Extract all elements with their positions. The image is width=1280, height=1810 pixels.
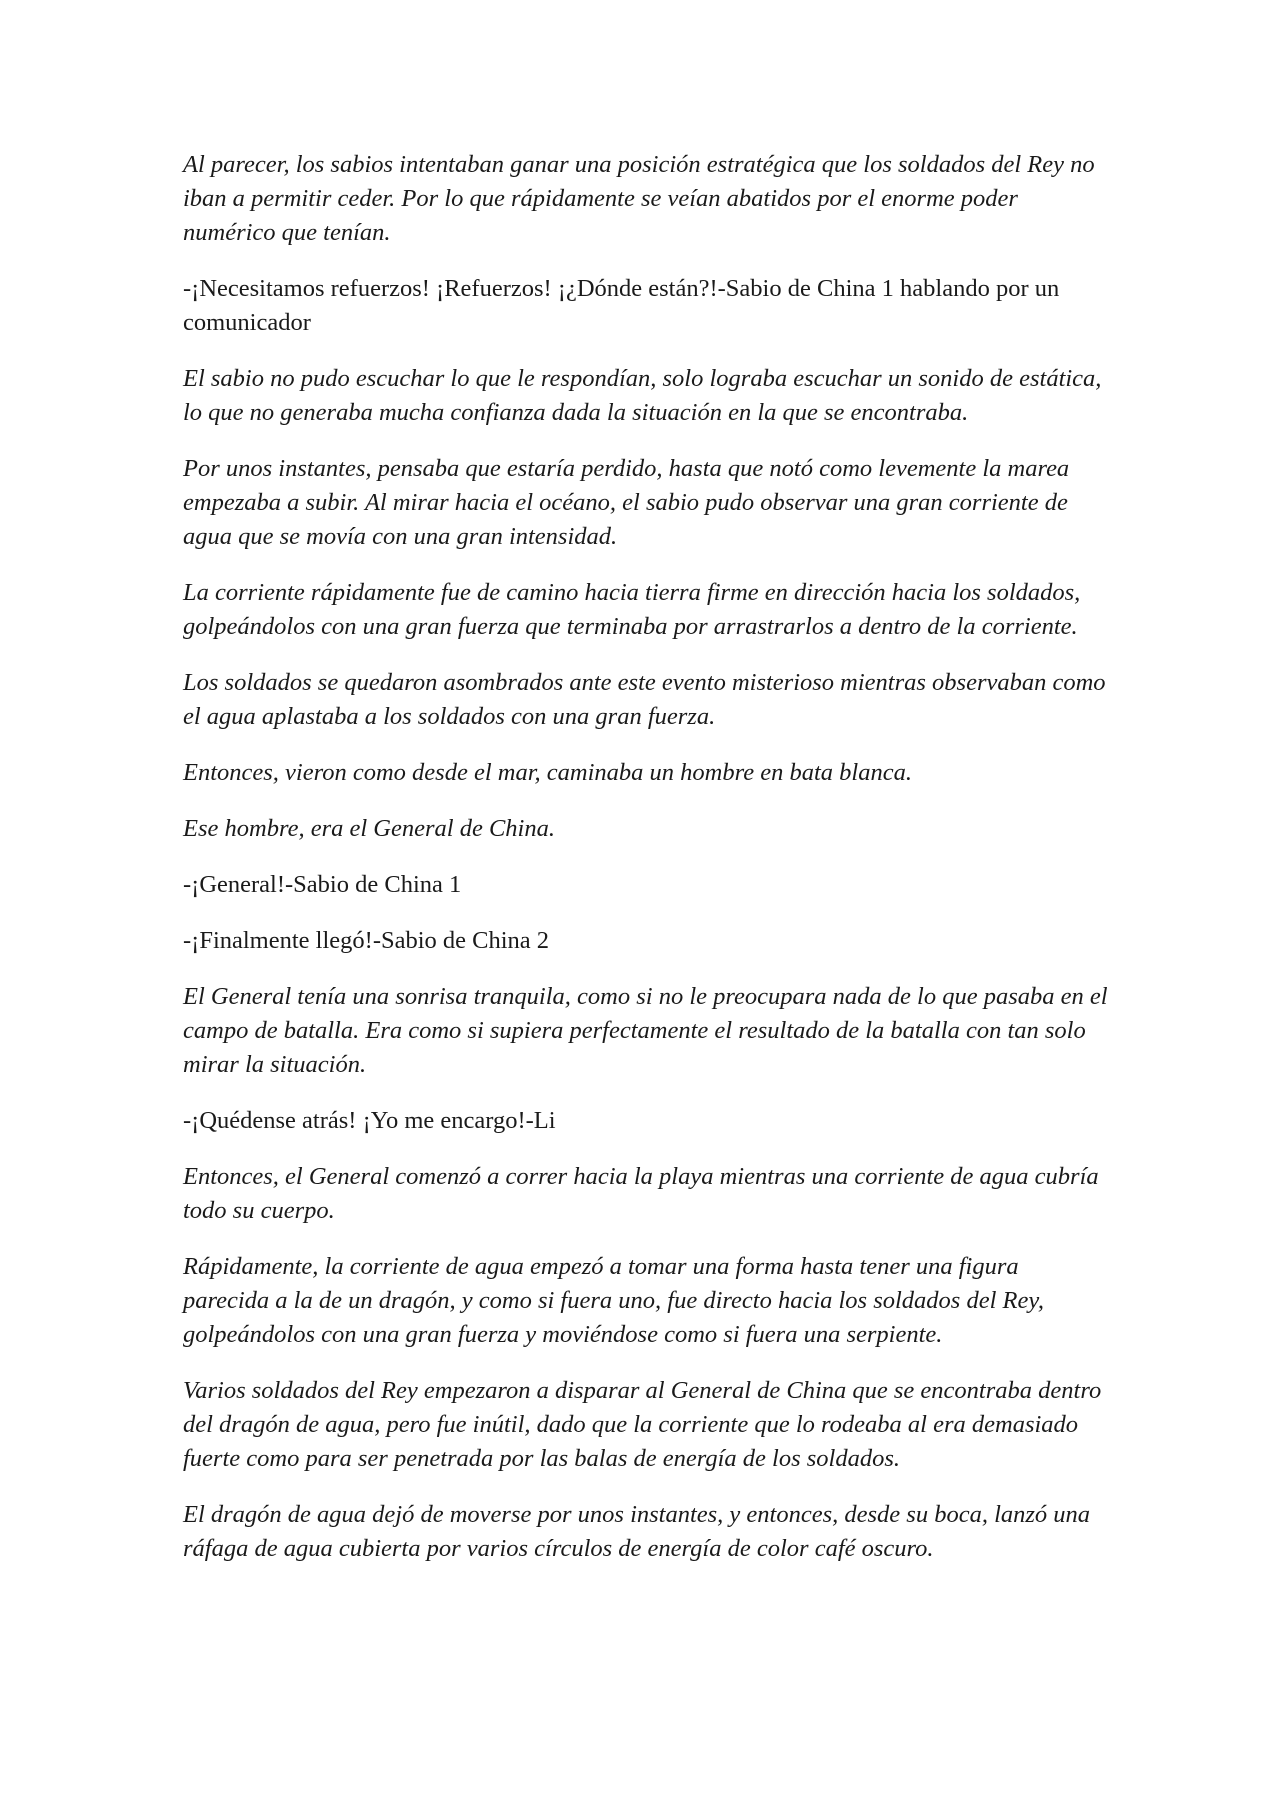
narration-paragraph: La corriente rápidamente fue de camino hacia tierra firme en dirección hacia los soldados, golpeándolos con una gran fuerza que terminaba por arrastrarlos a dentro de la corriente. <box>183 579 1081 640</box>
dialogue-paragraph: -¡Quédense atrás! ¡Yo me encargo!-Li <box>183 1107 556 1134</box>
dialogue-paragraph: -¡Finalmente llegó!-Sabio de China 2 <box>183 927 550 954</box>
narration-paragraph: Por unos instantes, pensaba que estaría perdido, hasta que notó como levemente la marea empezaba a subir. Al mirar hacia el océano, el sabio pudo observar una gran corriente de agua que se movía con una gran intensidad. <box>183 455 1070 550</box>
document-page <box>183 148 1108 1588</box>
narration-paragraph: El dragón de agua dejó de moverse por unos instantes, y entonces, desde su boca, lanzó una ráfaga de agua cubierta por varios círculos de energía de color café oscuro. <box>183 1501 1091 1562</box>
narration-paragraph: Ese hombre, era el General de China. <box>183 815 555 842</box>
dialogue-paragraph: -¡Necesitamos refuerzos! ¡Refuerzos! ¡¿Dónde están?!-Sabio de China 1 hablando por un comunicador <box>183 275 1060 336</box>
dialogue-paragraph: -¡General!-Sabio de China 1 <box>183 871 462 898</box>
narration-paragraph: El General tenía una sonrisa tranquila, como si no le preocupara nada de lo que pasaba en el campo de batalla. Era como si supiera perfectamente el resultado de la batalla con tan solo mirar la situación. <box>183 983 1108 1078</box>
narration-paragraph: Varios soldados del Rey empezaron a disparar al General de China que se encontraba dentro del dragón de agua, pero fue inútil, dado que la corriente que lo rodeaba al era demasiado fuerte como para ser penetrada por las balas de energía de los soldados. <box>183 1377 1102 1472</box>
narration-paragraph: Rápidamente, la corriente de agua empezó a tomar una forma hasta tener una figura parecida a la de un dragón, y como si fuera uno, fue directo hacia los soldados del Rey, golpeándolos con una gran fuerza y moviéndose como si fuera una serpiente. <box>183 1253 1045 1348</box>
narration-paragraph: Entonces, el General comenzó a correr hacia la playa mientras una corriente de agua cubría todo su cuerpo. <box>183 1163 1099 1224</box>
narration-paragraph: Los soldados se quedaron asombrados ante este evento misterioso mientras observaban como el agua aplastaba a los soldados con una gran fuerza. <box>183 669 1106 730</box>
narration-paragraph: Entonces, vieron como desde el mar, caminaba un hombre en bata blanca. <box>183 759 912 786</box>
narration-paragraph: El sabio no pudo escuchar lo que le respondían, solo lograba escuchar un sonido de estática, lo que no generaba mucha confianza dada la situación en la que se encontraba. <box>183 365 1102 426</box>
narration-paragraph: Al parecer, los sabios intentaban ganar una posición estratégica que los soldados del Rey no iban a permitir ceder. Por lo que rápidamente se veían abatidos por el enorme poder numérico que tenían. <box>183 151 1095 246</box>
